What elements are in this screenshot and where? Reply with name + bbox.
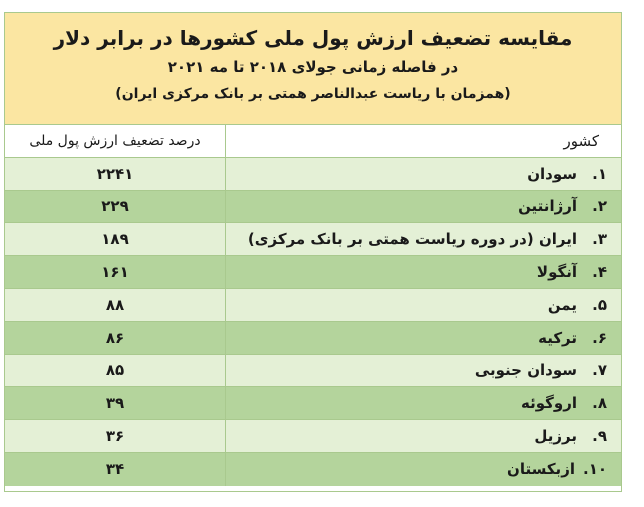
country-cell — [225, 420, 621, 452]
country-cell — [225, 322, 621, 354]
rank-number: ۳. — [592, 230, 607, 249]
country-name: آنگولا — [536, 263, 577, 282]
table-row — [5, 158, 621, 191]
rank-number: ۱۰. — [582, 460, 607, 479]
country-name: ازبکستان — [507, 460, 575, 479]
table-body — [5, 158, 621, 486]
devaluation-value: ۳۶ — [105, 427, 125, 446]
table-row — [5, 289, 621, 322]
devaluation-value: ۲۲۴۱ — [96, 164, 134, 183]
country-cell — [225, 158, 621, 190]
country-name: سودان — [527, 164, 577, 183]
country-name: سودان جنوبی — [474, 361, 577, 380]
header-row — [5, 125, 621, 158]
country-name: آرژانتین — [518, 197, 577, 216]
table-row — [5, 355, 621, 388]
rank-number: ۷. — [592, 361, 607, 380]
country-cell — [225, 256, 621, 288]
devaluation-value: ۸۸ — [105, 295, 125, 314]
table-row — [5, 387, 621, 420]
country-cell — [225, 289, 621, 321]
table-row — [5, 322, 621, 355]
table-row — [5, 191, 621, 224]
rank-number: ۴. — [592, 263, 607, 282]
table-title: مقایسه تضعیف ارزش پول ملی کشورها در برابر دلار — [53, 26, 573, 50]
title-block — [5, 13, 621, 125]
country-cell — [225, 387, 621, 419]
country-cell — [225, 453, 621, 486]
devaluation-value: ۳۹ — [105, 394, 125, 413]
rank-number: ۹. — [592, 427, 607, 446]
devaluation-value: ۲۲۹ — [101, 197, 129, 216]
devaluation-value: ۱۶۱ — [101, 263, 129, 282]
country-name: برزیل — [534, 427, 577, 446]
devaluation-value: ۱۸۹ — [101, 230, 129, 249]
country-cell — [225, 223, 621, 255]
country-cell — [225, 191, 621, 223]
table-row — [5, 420, 621, 453]
header-value: درصد تضعیف ارزش پول ملی — [29, 132, 201, 149]
table-row — [5, 453, 621, 486]
table-subtitle: در فاصله زمانی جولای ۲۰۱۸ تا مه ۲۰۲۱ — [167, 58, 459, 76]
rank-number: ۵. — [592, 295, 607, 314]
devaluation-value: ۸۵ — [105, 361, 125, 380]
devaluation-value: ۸۶ — [105, 328, 125, 347]
country-name: ایران (در دوره ریاست همتی بر بانک مرکزی) — [247, 230, 577, 249]
devaluation-value: ۳۴ — [105, 460, 125, 479]
header-country: کشور — [225, 125, 621, 157]
country-name: یمن — [547, 295, 577, 314]
table-row — [5, 223, 621, 256]
rank-number: ۲. — [592, 197, 607, 216]
comparison-table — [4, 12, 622, 492]
table-row — [5, 256, 621, 289]
rank-number: ۸. — [592, 394, 607, 413]
country-name: اروگوئه — [521, 394, 577, 413]
country-name: ترکیه — [538, 328, 577, 347]
table-subtitle-note: (همزمان با ریاست عبدالناصر همتی بر بانک مرکزی ایران) — [115, 86, 511, 102]
rank-number: ۱. — [592, 164, 607, 183]
country-cell — [225, 355, 621, 387]
rank-number: ۶. — [592, 328, 607, 347]
